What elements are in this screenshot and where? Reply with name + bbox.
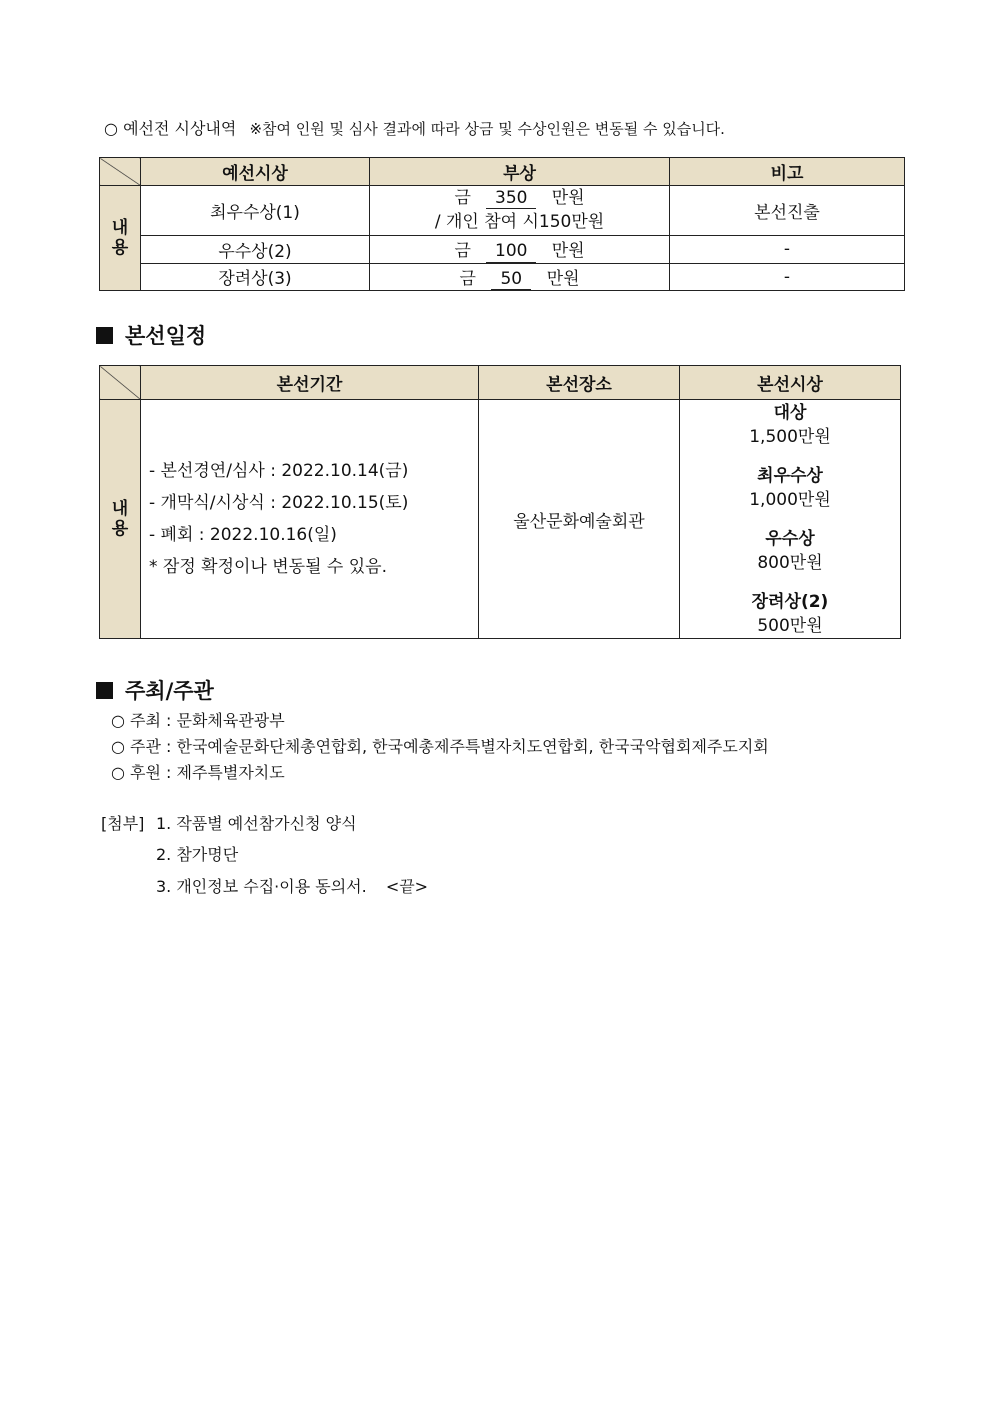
venue-cell: 울산문화예술회관 [479, 400, 680, 639]
award-cell: 우수상(2) [141, 236, 370, 264]
remark-cell: - [670, 263, 905, 291]
side-label: 내 용 [100, 186, 141, 291]
prelim-award-table [99, 157, 905, 291]
final-schedule-table [99, 365, 901, 639]
prize-amount: 800만원 [757, 552, 823, 573]
organizers-heading: 주최/주관 [96, 675, 214, 705]
corner-cell [100, 366, 141, 400]
prize-name: 우수상 [765, 528, 815, 549]
circle-icon: ○ [104, 119, 118, 138]
end-mark: <끝> [385, 877, 429, 896]
prize-amount: 1,000만원 [749, 489, 831, 510]
prize-cell: 금 350 만원 / 개인 참여 시150만원 [370, 186, 670, 236]
header-cell: 본선장소 [479, 366, 680, 400]
header-cell: 비고 [670, 158, 905, 186]
prelim-note: ※참여 인원 및 심사 결과에 따라 상금 및 수상인원은 변동될 수 있습니다. [249, 120, 725, 138]
prizes-cell [680, 400, 901, 639]
header-cell: 본선시상 [680, 366, 901, 400]
corner-cell [100, 158, 141, 186]
side-label: 내 용 [100, 400, 141, 639]
header-cell: 본선기간 [141, 366, 479, 400]
remark-cell: 본선진출 [670, 186, 905, 236]
prelim-heading [104, 116, 725, 139]
header-cell: 부상 [370, 158, 670, 186]
period-cell [141, 400, 479, 639]
host-line: ○ 주최 : 문화체육관광부 [111, 711, 285, 730]
period-line: - 본선경연/심사 : 2022.10.14(금) [149, 461, 409, 481]
table-row [100, 236, 905, 264]
period-line: - 폐회 : 2022.10.16(일) [149, 525, 337, 545]
prize-name: 최우수상 [757, 465, 823, 486]
period-line: * 잠정 확정이나 변동될 수 있음. [149, 557, 387, 577]
prelim-title: 예선전 시상내역 [123, 119, 237, 138]
organizer-line: ○ 주관 : 한국예술문화단체총연합회, 한국예총제주특별자치도연합회, 한국국악협회제주도지회 [111, 737, 769, 756]
award-cell: 최우수상(1) [141, 186, 370, 236]
prize-cell: 금 50 만원 [370, 263, 670, 291]
remark-cell: - [670, 236, 905, 264]
period-line: - 개막식/시상식 : 2022.10.15(토) [149, 493, 409, 513]
attachment-label: [첨부] [101, 814, 145, 833]
prize-amount: 1,500만원 [749, 426, 831, 447]
sponsor-line: ○ 후원 : 제주특별자치도 [111, 763, 285, 782]
prize-cell: 금 100 만원 [370, 236, 670, 264]
attachment-item-last: 3. 개인정보 수집·이용 동의서. <끝> [156, 877, 429, 896]
final-schedule-heading: 본선일정 [96, 320, 206, 350]
square-bullet-icon [96, 327, 113, 344]
table-row [100, 186, 905, 236]
attachment-item: 1. 작품별 예선참가신청 양식 [156, 814, 357, 833]
award-cell: 장려상(3) [141, 263, 370, 291]
table-row [100, 400, 901, 639]
square-bullet-icon [96, 682, 113, 699]
prize-amount: 500만원 [757, 615, 823, 636]
prize-name: 장려상(2) [751, 591, 829, 612]
attachment-item: 2. 참가명단 [156, 845, 239, 864]
table-row [100, 263, 905, 291]
header-cell: 예선시상 [141, 158, 370, 186]
prize-name: 대상 [773, 402, 807, 423]
